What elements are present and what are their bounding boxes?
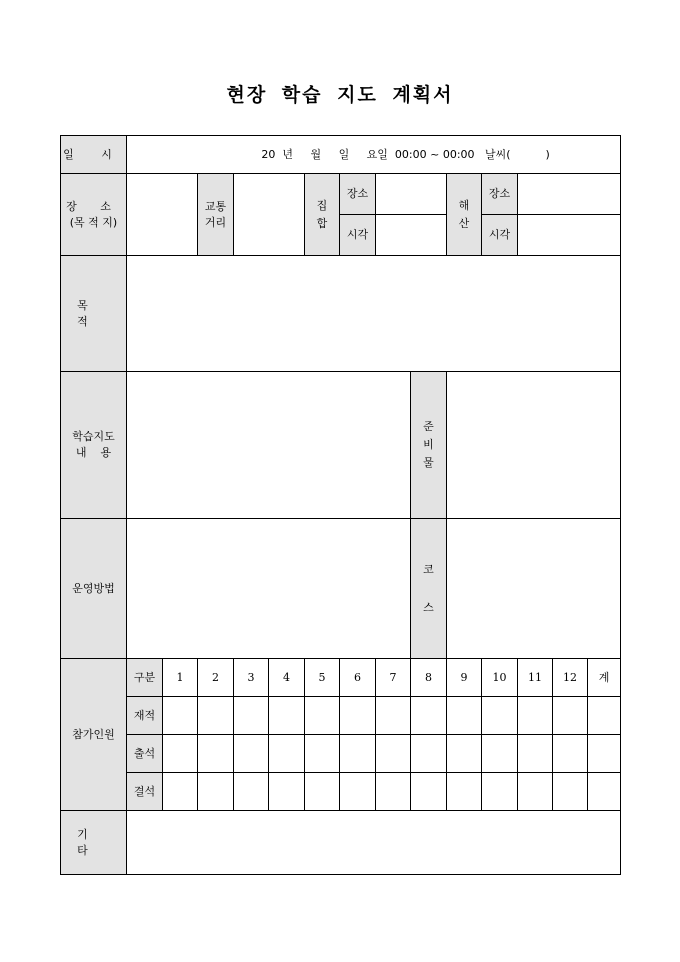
count-cell[interactable] xyxy=(269,697,305,735)
col-header: 11 xyxy=(518,659,553,697)
count-cell[interactable] xyxy=(482,697,518,735)
dismiss-label: 해산 xyxy=(447,174,482,256)
gather-time-field[interactable] xyxy=(376,215,447,256)
col-header: 10 xyxy=(482,659,518,697)
col-header: 9 xyxy=(447,659,482,697)
count-cell[interactable] xyxy=(411,773,447,811)
col-header: 4 xyxy=(269,659,305,697)
participants-header-row xyxy=(61,659,621,697)
content-row xyxy=(61,372,621,519)
count-cell[interactable] xyxy=(518,735,553,773)
count-cell[interactable] xyxy=(447,735,482,773)
participants-header: 구분 xyxy=(127,659,163,697)
course-label: 코 스 xyxy=(411,519,447,659)
col-header: 1 xyxy=(163,659,198,697)
count-cell[interactable] xyxy=(588,697,621,735)
count-cell[interactable] xyxy=(340,735,376,773)
etc-row xyxy=(61,811,621,875)
participants-label: 참가인원 xyxy=(61,659,127,811)
purpose-field[interactable] xyxy=(127,256,621,372)
count-cell[interactable] xyxy=(447,697,482,735)
count-cell[interactable] xyxy=(553,773,588,811)
dismiss-place-field[interactable] xyxy=(518,174,621,215)
operation-row xyxy=(61,519,621,659)
col-header-total: 계 xyxy=(588,659,621,697)
count-cell[interactable] xyxy=(376,697,411,735)
gather-place-label: 장소 xyxy=(340,174,376,215)
count-cell[interactable] xyxy=(305,735,340,773)
col-header: 2 xyxy=(198,659,234,697)
count-cell[interactable] xyxy=(518,697,553,735)
gather-place-field[interactable] xyxy=(376,174,447,215)
content-field[interactable] xyxy=(127,372,411,519)
participants-row-present xyxy=(61,735,621,773)
count-cell[interactable] xyxy=(234,735,269,773)
count-cell[interactable] xyxy=(198,735,234,773)
count-cell[interactable] xyxy=(234,773,269,811)
count-cell[interactable] xyxy=(411,735,447,773)
count-cell[interactable] xyxy=(305,697,340,735)
count-cell[interactable] xyxy=(518,773,553,811)
count-cell[interactable] xyxy=(411,697,447,735)
count-cell[interactable] xyxy=(376,735,411,773)
dismiss-time-field[interactable] xyxy=(518,215,621,256)
count-cell[interactable] xyxy=(163,697,198,735)
place-label: 장 소 (목 적 지) xyxy=(61,174,127,256)
document-title: 현장 학습 지도 계획서 xyxy=(226,84,454,106)
gather-label: 집합 xyxy=(305,174,340,256)
etc-label: 기 타 xyxy=(61,811,127,875)
place-field[interactable] xyxy=(127,174,198,256)
count-cell[interactable] xyxy=(234,697,269,735)
date-field[interactable]: 20 년 월 일 요일 00:00 ~ 00:00 날씨( ) xyxy=(127,136,621,174)
row-header-absent: 결석 xyxy=(127,773,163,811)
gather-time-label: 시각 xyxy=(340,215,376,256)
operation-field[interactable] xyxy=(127,519,411,659)
transport-distance-label: 교통 거리 xyxy=(198,174,234,256)
count-cell[interactable] xyxy=(482,735,518,773)
etc-field[interactable] xyxy=(127,811,621,875)
participants-row-absent xyxy=(61,773,621,811)
col-header: 8 xyxy=(411,659,447,697)
row-header-present: 출석 xyxy=(127,735,163,773)
col-header: 12 xyxy=(553,659,588,697)
count-cell[interactable] xyxy=(553,735,588,773)
count-cell[interactable] xyxy=(269,773,305,811)
count-cell[interactable] xyxy=(376,773,411,811)
dismiss-time-label: 시각 xyxy=(482,215,518,256)
purpose-row xyxy=(61,256,621,372)
count-cell[interactable] xyxy=(447,773,482,811)
count-cell[interactable] xyxy=(305,773,340,811)
row-header-enrolled: 재적 xyxy=(127,697,163,735)
count-cell[interactable] xyxy=(340,773,376,811)
count-cell[interactable] xyxy=(198,697,234,735)
place-row xyxy=(61,174,621,215)
course-field[interactable] xyxy=(447,519,621,659)
count-cell[interactable] xyxy=(553,697,588,735)
prep-label: 준비물 xyxy=(411,372,447,519)
col-header: 7 xyxy=(376,659,411,697)
dismiss-place-label: 장소 xyxy=(482,174,518,215)
date-label: 일 시 xyxy=(61,136,127,174)
plan-form-table xyxy=(60,135,621,875)
participants-row-enrolled xyxy=(61,697,621,735)
prep-field[interactable] xyxy=(447,372,621,519)
date-row xyxy=(61,136,621,174)
count-cell[interactable] xyxy=(588,735,621,773)
operation-label: 운영방법 xyxy=(61,519,127,659)
transport-distance-field[interactable] xyxy=(234,174,305,256)
count-cell[interactable] xyxy=(269,735,305,773)
count-cell[interactable] xyxy=(198,773,234,811)
count-cell[interactable] xyxy=(588,773,621,811)
count-cell[interactable] xyxy=(163,773,198,811)
col-header: 6 xyxy=(340,659,376,697)
count-cell[interactable] xyxy=(340,697,376,735)
count-cell[interactable] xyxy=(482,773,518,811)
content-label: 학습지도 내 용 xyxy=(61,372,127,519)
count-cell[interactable] xyxy=(163,735,198,773)
col-header: 3 xyxy=(234,659,269,697)
purpose-label: 목 적 xyxy=(61,256,127,372)
col-header: 5 xyxy=(305,659,340,697)
